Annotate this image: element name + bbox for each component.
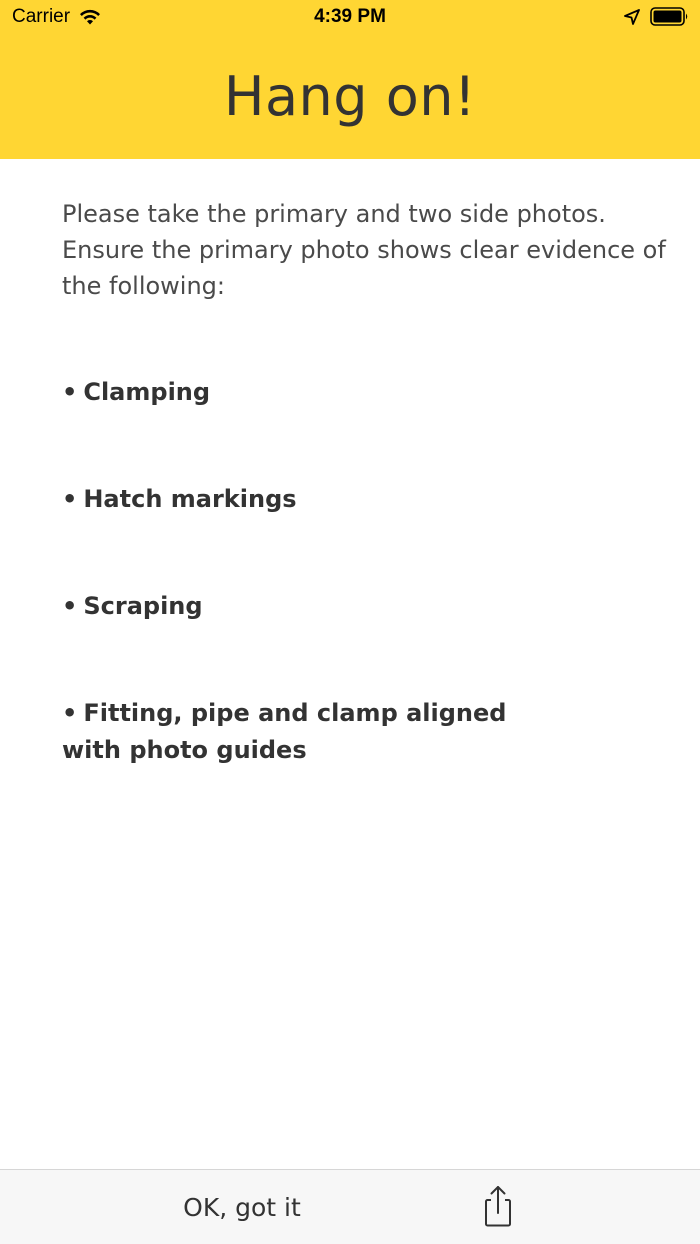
page-title: Hang on! — [223, 65, 477, 128]
intro-text: Please take the primary and two side photos. Ensure the primary photo shows clear evidence of the following: — [62, 200, 666, 300]
ok-got-it-button[interactable]: OK, got it — [172, 1187, 312, 1227]
location-icon — [624, 9, 640, 25]
list-item-label: Clamping — [83, 378, 211, 406]
list-item-label: Fitting, pipe and clamp aligned with photo guides — [62, 699, 507, 764]
list-item-label: Scraping — [83, 592, 203, 620]
bottom-toolbar — [0, 1169, 700, 1244]
checklist — [62, 374, 672, 769]
list-item-label: Hatch markings — [83, 485, 297, 513]
bullet: • — [62, 592, 78, 620]
bullet: • — [62, 699, 78, 727]
list-item — [62, 695, 562, 769]
share-icon — [478, 1216, 518, 1231]
status-right — [624, 7, 690, 26]
bullet: • — [62, 485, 78, 513]
header — [0, 34, 700, 159]
list-item — [62, 481, 562, 518]
instructions — [62, 159, 672, 839]
bullet: • — [62, 378, 78, 406]
status-time: 4:39 PM — [314, 6, 386, 27]
list-item — [62, 374, 562, 411]
share-button[interactable] — [478, 1184, 518, 1228]
battery-icon — [650, 7, 690, 26]
list-item — [62, 588, 562, 625]
carrier-label: Carrier — [12, 6, 71, 27]
status-bar — [0, 0, 700, 34]
